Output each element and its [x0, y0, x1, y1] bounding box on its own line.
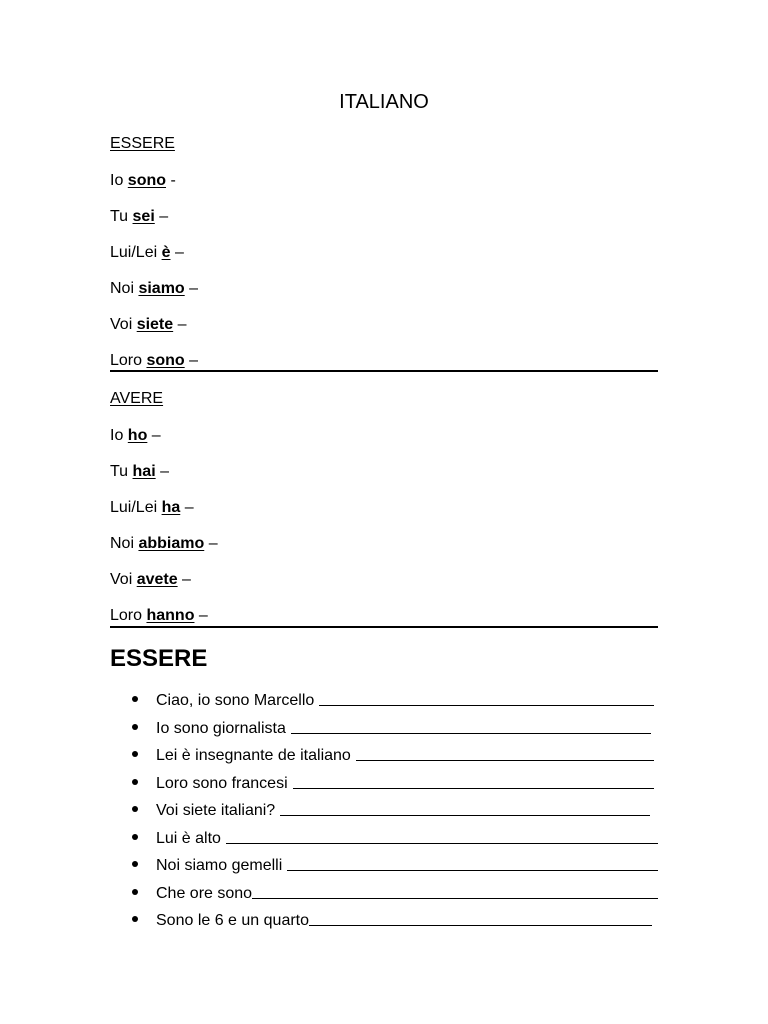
pronoun: Tu: [110, 208, 133, 225]
bullet-icon: [132, 779, 138, 785]
answer-blank[interactable]: [291, 717, 651, 734]
pronoun: Io: [110, 427, 128, 444]
conjugation-row: [110, 606, 658, 626]
bullet-icon: [132, 724, 138, 730]
row-suffix: –: [147, 427, 161, 444]
exercise-sentence: Io sono giornalista: [156, 719, 286, 737]
document-title: ITALIANO: [339, 91, 429, 113]
conjugation-row: [110, 243, 658, 263]
pronoun: Lui/Lei: [110, 499, 162, 516]
conjugation-row: [110, 315, 658, 335]
answer-blank[interactable]: [356, 744, 654, 761]
verb-form: hanno: [146, 607, 195, 624]
pronoun: Tu: [110, 463, 133, 480]
essere-conjugation-list: [110, 171, 658, 371]
verb-form: è: [161, 244, 171, 261]
row-suffix: –: [204, 535, 218, 552]
conjugation-row: [110, 279, 658, 299]
exercise-heading: ESSERE: [110, 645, 208, 672]
exercise-item: [110, 771, 658, 799]
verb-form: ha: [161, 499, 181, 516]
avere-conjugation-list: [110, 426, 658, 626]
exercise-item: [110, 826, 658, 854]
verb-form: sono: [127, 172, 167, 189]
bullet-icon: [132, 834, 138, 840]
row-suffix: -: [166, 172, 176, 189]
row-suffix: –: [194, 607, 208, 624]
conjugation-row: [110, 171, 658, 191]
exercise-sentence: Voi siete italiani?: [156, 802, 276, 819]
exercise-sentence: Lei è insegnante de italiano: [156, 747, 351, 764]
conjugation-row: [110, 351, 658, 371]
answer-blank[interactable]: [226, 827, 658, 844]
pronoun: Noi: [110, 535, 139, 552]
verb-form: abbiamo: [138, 535, 205, 552]
verb-form: hai: [132, 463, 156, 480]
conjugation-row: [110, 534, 658, 554]
pronoun: Loro: [110, 352, 147, 369]
exercise-sentence: Noi siamo gemelli: [156, 857, 283, 874]
bullet-icon: [132, 751, 138, 757]
pronoun: Voi: [110, 571, 137, 588]
verb-form: avete: [136, 571, 178, 588]
exercise-item: [110, 908, 658, 936]
conjugation-row: [110, 462, 658, 482]
row-suffix: –: [184, 352, 199, 369]
pronoun: Noi: [110, 280, 139, 297]
section-divider: [110, 626, 658, 628]
exercise-item: [110, 716, 658, 744]
bullet-icon: [132, 696, 138, 702]
exercise-item: [110, 743, 658, 771]
exercise-sentence: Lui è alto: [156, 829, 221, 847]
exercise-sentence: Sono le 6 e un quarto: [156, 912, 310, 929]
conjugation-row: [110, 426, 658, 446]
avere-conjugation-section: [110, 389, 658, 626]
row-suffix: –: [173, 316, 187, 333]
exercise-sentence: Ciao, io sono Marcello: [156, 692, 315, 709]
pronoun: Io: [110, 172, 128, 189]
conjugation-row: [110, 498, 658, 518]
exercise-item: [110, 798, 658, 826]
bullet-icon: [132, 889, 138, 895]
avere-heading: AVERE: [110, 390, 164, 407]
row-suffix: –: [170, 244, 184, 261]
pronoun: Voi: [110, 316, 137, 333]
verb-form: ho: [127, 427, 148, 444]
answer-blank[interactable]: [293, 772, 654, 789]
exercise-item: [110, 688, 658, 716]
answer-blank[interactable]: [309, 909, 652, 926]
verb-form: siete: [136, 316, 174, 333]
verb-form: siamo: [138, 280, 185, 297]
exercise-sentence: Loro sono francesi: [156, 774, 288, 792]
answer-blank[interactable]: [287, 854, 658, 871]
conjugation-row: [110, 570, 658, 590]
verb-form: sei: [132, 208, 155, 225]
conjugation-row: [110, 207, 658, 227]
answer-blank[interactable]: [319, 689, 654, 706]
exercise-item: [110, 881, 658, 909]
exercise-list: [110, 688, 658, 936]
row-suffix: –: [154, 208, 169, 225]
verb-form: sono: [146, 352, 185, 369]
row-suffix: –: [180, 499, 194, 516]
row-suffix: –: [155, 463, 169, 480]
bullet-icon: [132, 806, 138, 812]
answer-blank[interactable]: [252, 882, 658, 899]
row-suffix: –: [184, 280, 199, 297]
bullet-icon: [132, 916, 138, 922]
answer-blank[interactable]: [280, 799, 650, 816]
pronoun: Lui/Lei: [110, 244, 162, 261]
exercise-item: [110, 853, 658, 881]
bullet-icon: [132, 861, 138, 867]
section-divider: [110, 370, 658, 372]
pronoun: Loro: [110, 607, 147, 624]
exercise-sentence: Che ore sono: [156, 884, 253, 902]
row-suffix: –: [177, 571, 191, 588]
essere-conjugation-section: [110, 134, 658, 371]
essere-heading: ESSERE: [110, 135, 175, 152]
